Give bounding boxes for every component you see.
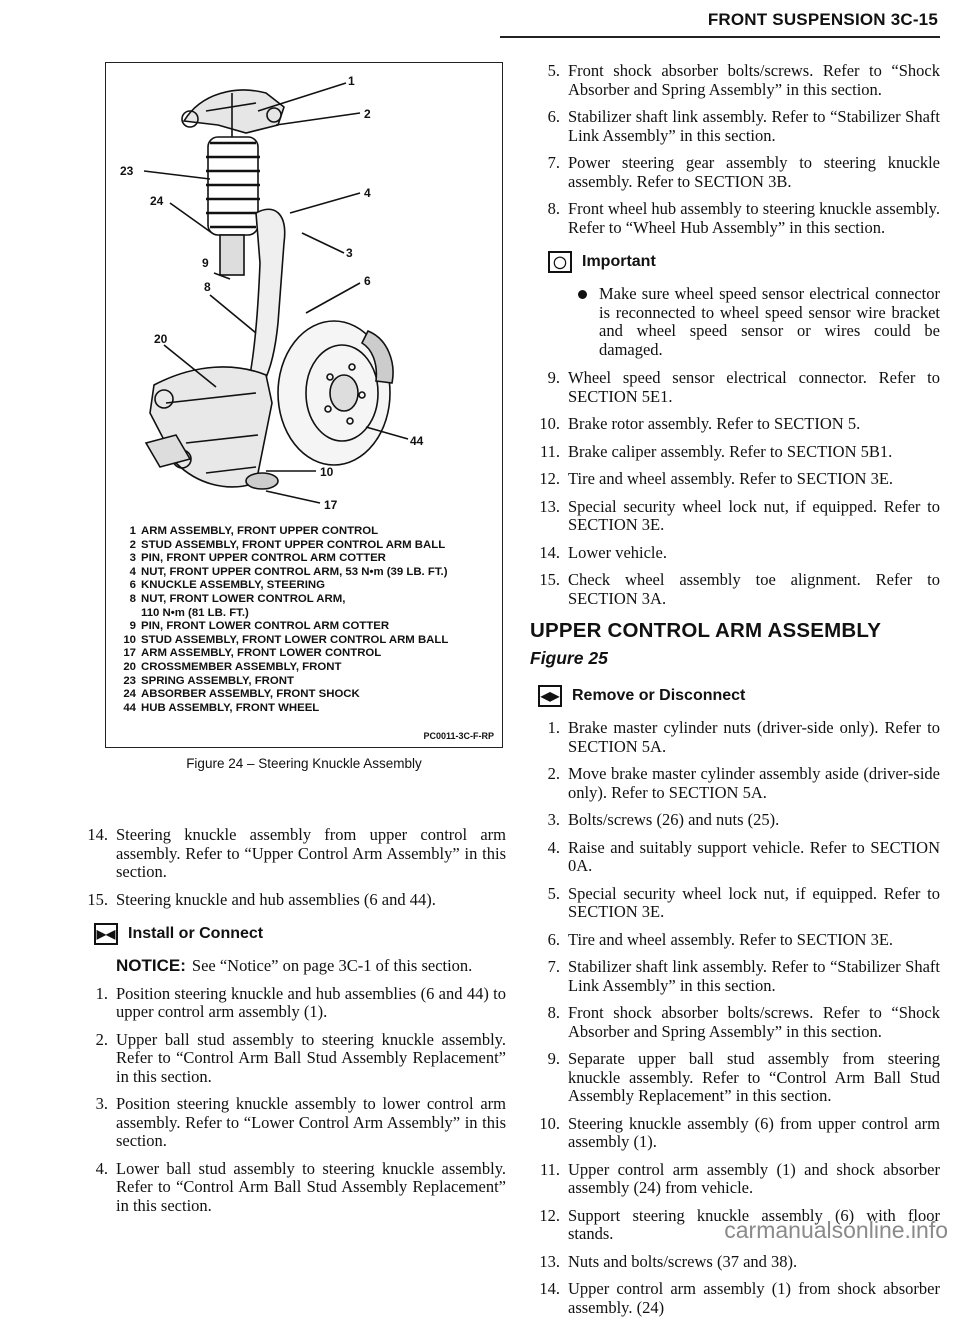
legend-item: 3 PIN, FRONT UPPER CONTROL ARM COTTER: [129, 552, 386, 565]
legend-item-continuation: 110 N•m (81 LB. FT.): [141, 606, 249, 619]
list-item: 2. Upper ball stud assembly to steering knuckle assembly. Refer to “Control Arm Ball Stud Assembly Replacement” in this section.: [95, 1029, 506, 1086]
list-item: 5. Front shock absorber bolts/screws. Refer to “Shock Absorber and Spring Assembly” in this section.: [547, 61, 940, 99]
section-title: UPPER CONTROL ARM ASSEMBLY: [530, 619, 882, 642]
legend-item: 10 STUD ASSEMBLY, FRONT LOWER CONTROL ARM BALL: [123, 633, 449, 646]
list-item: 4. Lower ball stud assembly to steering knuckle assembly. Refer to “Control Arm Ball Stud Assembly Replacement” in this section.: [95, 1158, 506, 1215]
list-item: 15. Steering knuckle and hub assemblies (6 and 44).: [87, 889, 436, 909]
list-item: 9. Wheel speed sensor electrical connector. Refer to SECTION 5E1.: [547, 368, 940, 406]
callout-6: 6: [364, 274, 371, 288]
list-item: 13. Special security wheel lock nut, if equipped. Refer to SECTION 3E.: [539, 496, 940, 534]
list-item: 6. Tire and wheel assembly. Refer to SECTION 3E.: [547, 929, 894, 949]
callout-4: 4: [364, 186, 371, 200]
list-item: 14. Upper control arm assembly (1) from shock absorber assembly. (24): [539, 1279, 940, 1317]
figure-ref-code: PC0011-3C-F-RP: [423, 731, 494, 741]
callout-2: 2: [364, 107, 371, 121]
list-item: 8. Front wheel hub assembly to steering knuckle assembly. Refer to “Wheel Hub Assembly” in this section.: [547, 199, 940, 237]
legend-item: 2 STUD ASSEMBLY, FRONT UPPER CONTROL ARM BALL: [129, 538, 446, 551]
notice: NOTICE: See “Notice” on page 3C-1 of this section.: [116, 956, 473, 975]
callout-9: 9: [202, 256, 209, 270]
list-item: 15. Check wheel assembly toe alignment. Refer to SECTION 3A.: [539, 570, 940, 608]
legend-item: 17 ARM ASSEMBLY, FRONT LOWER CONTROL: [123, 647, 382, 660]
list-item: 9. Separate upper ball stud assembly from steering knuckle assembly. Refer to “Control Arm Ball Stud Assembly Replacement” in this section.: [547, 1049, 940, 1105]
important-bullet: Make sure wheel speed sensor electrical connector is reconnected to wheel speed sensor wire bracket and wheel speed sensor or wires could be damaged.: [530, 285, 940, 359]
list-item: 12. Support steering knuckle assembly (6) with floor stands.: [539, 1205, 940, 1243]
list-item: 1. Position steering knuckle and hub assemblies (6 and 44) to upper control arm assembly (1).: [95, 983, 506, 1021]
callout-24: 24: [150, 194, 164, 208]
right-column: [530, 62, 940, 1326]
callout-10: 10: [320, 465, 334, 479]
callout-44: 44: [410, 434, 424, 448]
legend-item: 6 KNUCKLE ASSEMBLY, STEERING: [129, 579, 325, 592]
left-column: [78, 826, 506, 1224]
list-item: 7. Stabilizer shaft link assembly. Refer to “Stabilizer Shaft Link Assembly” in this section.: [547, 957, 940, 995]
install-arrows-icon: ▶◀: [94, 923, 118, 945]
callout-3: 3: [346, 246, 353, 260]
legend-item: 1 ARM ASSEMBLY, FRONT UPPER CONTROL: [129, 525, 379, 537]
install-heading: ▶◀ Install or Connect: [94, 923, 506, 945]
list-item: 3. Bolts/screws (26) and nuts (25).: [547, 810, 780, 829]
list-item: 11. Brake caliper assembly. Refer to SECTION 5B1.: [539, 441, 893, 461]
list-item: 13. Nuts and bolts/screws (37 and 38).: [539, 1251, 798, 1271]
callout-1: 1: [348, 74, 355, 88]
remove-heading: ◀▶ Remove or Disconnect: [538, 685, 940, 707]
remove-arrows-icon: ◀▶: [538, 685, 562, 707]
list-item: 11. Upper control arm assembly (1) and shock absorber assembly (24) from vehicle.: [539, 1159, 940, 1197]
page-header: FRONT SUSPENSION 3C-15: [707, 10, 938, 29]
list-item: 10. Brake rotor assembly. Refer to SECTION 5.: [539, 414, 861, 433]
callout-8: 8: [204, 280, 211, 294]
figure-24-box: [105, 62, 503, 748]
callout-23: 23: [120, 164, 134, 178]
legend-item: 20 CROSSMEMBER ASSEMBLY, FRONT: [123, 660, 342, 673]
list-item: 12. Tire and wheel assembly. Refer to SECTION 3E.: [539, 469, 894, 488]
figure-legend: [116, 525, 496, 715]
figure-reference: Figure 25: [530, 647, 608, 668]
list-item: 5. Special security wheel lock nut, if equipped. Refer to SECTION 3E.: [547, 883, 940, 921]
legend-item: 8 NUT, FRONT LOWER CONTROL ARM,: [129, 592, 346, 605]
list-item: 3. Position steering knuckle assembly to lower control arm assembly. Refer to “Lower Control Arm Assembly” in this section.: [95, 1094, 506, 1150]
header-rule: [500, 36, 940, 38]
list-item: 10. Steering knuckle assembly (6) from upper control arm assembly (1).: [539, 1113, 940, 1151]
watermark: carmanualsonline.info: [724, 1217, 948, 1243]
list-item: 14. Lower vehicle.: [539, 542, 667, 562]
important-heading: ◯ Important: [548, 251, 940, 273]
list-item: 7. Power steering gear assembly to steering knuckle assembly. Refer to SECTION 3B.: [547, 153, 940, 191]
bullet-dot-icon: [578, 290, 587, 299]
callout-17: 17: [324, 498, 338, 512]
callout-20: 20: [154, 332, 168, 346]
list-item: 2. Move brake master cylinder assembly aside (driver-side only). Refer to SECTION 5A.: [547, 764, 940, 802]
list-item: 6. Stabilizer shaft link assembly. Refer to “Stabilizer Shaft Link Assembly” in this section.: [547, 107, 940, 145]
list-item: 1. Brake master cylinder nuts (driver-side only). Refer to SECTION 5A.: [547, 718, 940, 756]
legend-item: 23 SPRING ASSEMBLY, FRONT: [123, 674, 294, 687]
list-item: 8. Front shock absorber bolts/screws. Refer to “Shock Absorber and Spring Assembly” in this section.: [547, 1003, 940, 1041]
list-item: 14. Steering knuckle assembly from upper control arm assembly. Refer to “Upper Control Arm Assembly” in this section.: [87, 825, 506, 881]
notice-label: NOTICE:: [116, 956, 186, 975]
figure-caption: Figure 24 – Steering Knuckle Assembly: [186, 756, 422, 771]
list-item: 4. Raise and suitably support vehicle. Refer to SECTION 0A.: [547, 837, 940, 875]
legend-item: 44 HUB ASSEMBLY, FRONT WHEEL: [123, 701, 320, 714]
steering-knuckle-drawing: [106, 63, 501, 525]
legend-item: 4 NUT, FRONT UPPER CONTROL ARM, 53 N•m (39 LB. FT.): [129, 565, 448, 578]
legend-item: 24 ABSORBER ASSEMBLY, FRONT SHOCK: [123, 688, 360, 701]
lightbulb-icon: ◯: [548, 251, 572, 273]
legend-item: 9 PIN, FRONT LOWER CONTROL ARM COTTER: [129, 620, 390, 633]
